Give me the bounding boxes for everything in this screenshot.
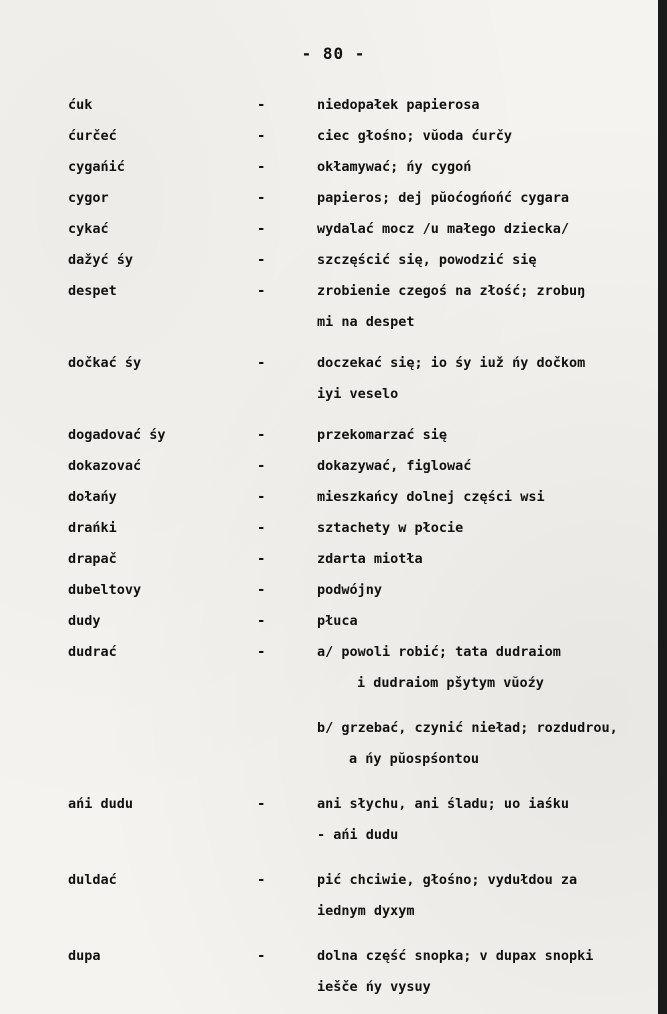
entry-term: ćuk bbox=[68, 97, 93, 113]
definition-line: niedopałek papierosa bbox=[317, 97, 480, 113]
definition-line: wydalać mocz /u małego dziecka/ bbox=[317, 221, 569, 237]
entry-definition bbox=[317, 90, 652, 121]
definition-line: szczęścić się, powodzić się bbox=[317, 252, 537, 268]
entry-term: drapač bbox=[68, 551, 117, 567]
entry bbox=[0, 544, 667, 575]
definition-line: płuca bbox=[317, 613, 358, 629]
entry-dash: - bbox=[257, 128, 266, 144]
entry bbox=[0, 348, 667, 410]
definition-line: a ńy pŭospśontou bbox=[349, 751, 480, 767]
entry bbox=[0, 245, 667, 276]
definition-line: ani słychu, ani śladu; uo iaśku bbox=[317, 796, 569, 812]
entry-definition bbox=[317, 348, 652, 410]
entry-definition bbox=[317, 276, 652, 338]
entry bbox=[0, 183, 667, 214]
entry-term: dokazovać bbox=[68, 458, 142, 474]
entry-dash: - bbox=[257, 427, 266, 443]
entry bbox=[0, 121, 667, 152]
dictionary-entries bbox=[0, 90, 667, 1003]
definition-line: zrobienie czegoś na złość; zrobuŋ bbox=[317, 283, 586, 299]
definition-line: ciec głośno; vŭoda ćurčy bbox=[317, 128, 513, 144]
entry-dash: - bbox=[257, 283, 266, 299]
entry-dash: - bbox=[257, 190, 266, 206]
entry-term: ańi dudu bbox=[68, 796, 134, 812]
entry-definition bbox=[317, 941, 652, 1003]
definition-line: pić chciwie, głośno; vydułdou za bbox=[317, 872, 578, 888]
entry-term: duldać bbox=[68, 872, 117, 888]
definition-line: iednym dyxym bbox=[317, 903, 415, 919]
entry-definition bbox=[317, 183, 652, 214]
entry-dash: - bbox=[257, 458, 266, 474]
entry-definition bbox=[317, 482, 652, 513]
entry-dash: - bbox=[257, 948, 266, 964]
scan-edge-shadow bbox=[658, 0, 667, 1014]
definition-line: mieszkańcy dolnej części wsi bbox=[317, 489, 545, 505]
entry-dash: - bbox=[257, 252, 266, 268]
entry bbox=[0, 637, 667, 775]
definition-line: dokazywać, figlować bbox=[317, 458, 472, 474]
definition-line: doczekać się; io śy iuž ńy dočkom bbox=[317, 355, 586, 371]
entry bbox=[0, 214, 667, 245]
page-number: - 80 - bbox=[301, 44, 366, 63]
definition-line: - ańi dudu bbox=[317, 827, 399, 843]
entry-dash: - bbox=[257, 644, 266, 660]
entry bbox=[0, 513, 667, 544]
entry-dash: - bbox=[257, 582, 266, 598]
entry-term: dažyć śy bbox=[68, 252, 134, 268]
entry-definition bbox=[317, 420, 652, 451]
entry-term: dupa bbox=[68, 948, 101, 964]
entry bbox=[0, 451, 667, 482]
definition-line: podwójny bbox=[317, 582, 383, 598]
entry bbox=[0, 152, 667, 183]
definition-line: b/ grzebać, czynić nieład; rozdudrou, bbox=[317, 720, 618, 736]
entry-term: dołańy bbox=[68, 489, 117, 505]
entry-definition bbox=[317, 544, 652, 575]
entry-dash: - bbox=[257, 613, 266, 629]
entry-term: dočkać śy bbox=[68, 355, 142, 371]
definition-line: sztachety w płocie bbox=[317, 520, 464, 536]
entry bbox=[0, 941, 667, 1003]
entry-dash: - bbox=[257, 97, 266, 113]
entry-definition bbox=[317, 606, 652, 637]
entry-definition bbox=[317, 245, 652, 276]
entry-dash: - bbox=[257, 551, 266, 567]
entry-definition bbox=[317, 637, 652, 775]
entry bbox=[0, 420, 667, 451]
entry-definition bbox=[317, 513, 652, 544]
entry-term: drańki bbox=[68, 520, 117, 536]
entry-term: dudy bbox=[68, 613, 101, 629]
entry-term: dubeltovy bbox=[68, 582, 142, 598]
entry-term: dudrać bbox=[68, 644, 117, 660]
entry-dash: - bbox=[257, 489, 266, 505]
definition-line: mi na despet bbox=[317, 314, 415, 330]
entry-term: cykać bbox=[68, 221, 109, 237]
definition-line: okłamywać; ńy cygoń bbox=[317, 159, 472, 175]
entry-definition bbox=[317, 575, 652, 606]
definition-line: a/ powoli robić; tata dudraiom bbox=[317, 644, 561, 660]
definition-line: papieros; dej pŭoćogńońć cygara bbox=[317, 190, 569, 206]
definition-line: zdarta miotła bbox=[317, 551, 423, 567]
entry-definition bbox=[317, 865, 652, 927]
entry-definition bbox=[317, 121, 652, 152]
entry-dash: - bbox=[257, 872, 266, 888]
definition-line: dolna część snopka; v dupax snopki bbox=[317, 948, 594, 964]
entry-term: dogadovać śy bbox=[68, 427, 166, 443]
entry bbox=[0, 789, 667, 851]
entry-definition bbox=[317, 789, 652, 851]
entry bbox=[0, 606, 667, 637]
entry-dash: - bbox=[257, 520, 266, 536]
entry-term: cygańić bbox=[68, 159, 125, 175]
entry bbox=[0, 276, 667, 338]
entry-term: ćurčeć bbox=[68, 128, 117, 144]
entry-definition bbox=[317, 214, 652, 245]
entry-definition bbox=[317, 152, 652, 183]
definition-line: przekomarzać się bbox=[317, 427, 448, 443]
entry-dash: - bbox=[257, 355, 266, 371]
entry-term: despet bbox=[68, 283, 117, 299]
entry-dash: - bbox=[257, 221, 266, 237]
entry bbox=[0, 482, 667, 513]
entry-dash: - bbox=[257, 796, 266, 812]
entry bbox=[0, 865, 667, 927]
entry-term: cygor bbox=[68, 190, 109, 206]
entry bbox=[0, 575, 667, 606]
definition-line: iyi veselo bbox=[317, 386, 399, 402]
definition-line: i dudraiom pšytym vŭoźy bbox=[357, 675, 544, 691]
definition-line: iešče ńy vysuy bbox=[317, 979, 431, 995]
entry-definition bbox=[317, 451, 652, 482]
entry bbox=[0, 90, 667, 121]
entry-dash: - bbox=[257, 159, 266, 175]
